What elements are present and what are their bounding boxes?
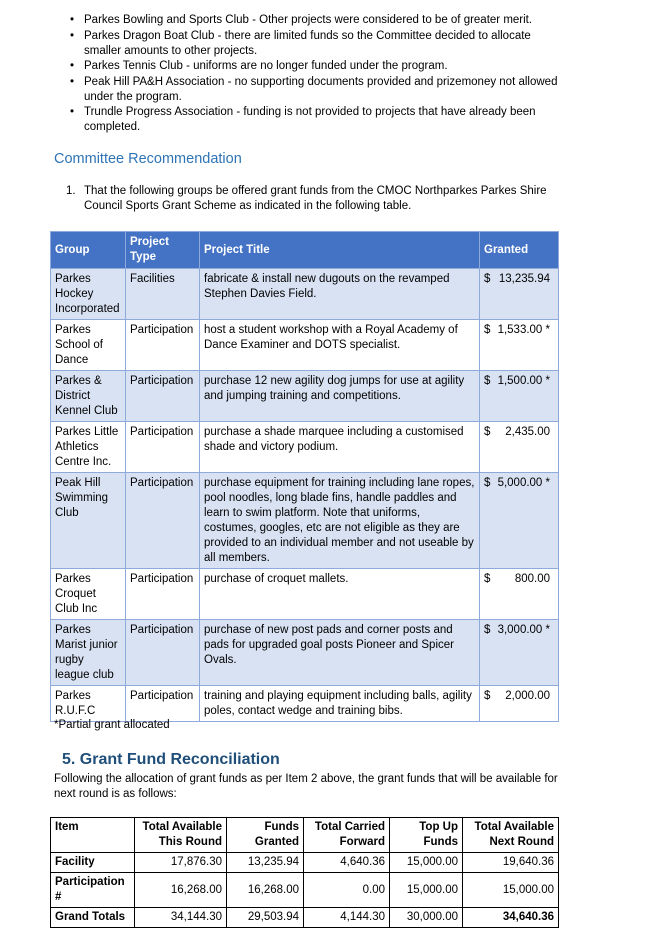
table-row — [51, 473, 559, 569]
cell-value: 34,640.36 — [463, 908, 559, 928]
currency-symbol: $ — [484, 273, 491, 285]
currency-symbol: $ — [484, 690, 491, 702]
cell-type: Facilities — [126, 269, 200, 320]
cell-item: Participation # — [51, 873, 135, 908]
section-paragraph: Following the allocation of grant funds as per Item 2 above, the grant funds that will be available for next round is as follows: — [54, 773, 558, 800]
header-carried-forward: Total Carried Forward — [304, 818, 390, 853]
committee-recommendation-heading: Committee Recommendation — [54, 151, 242, 167]
cell-group: Parkes School of Dance — [51, 320, 126, 371]
amount: 800.00 — [514, 573, 550, 585]
cell-granted — [480, 269, 559, 320]
amount: 2,000.00 — [505, 690, 550, 702]
table-row — [51, 908, 559, 928]
cell-title: purchase of new post pads and corner posts and pads for upgraded goal posts Pioneer and Spicer Ovals. — [200, 620, 480, 686]
footnote: *Partial grant allocated — [54, 719, 170, 731]
cell-value: 13,235.94 — [227, 853, 304, 873]
table-row — [51, 620, 559, 686]
cell-value: 15,000.00 — [390, 853, 463, 873]
header-next-round: Total Available Next Round — [463, 818, 559, 853]
table-header-row — [51, 818, 559, 853]
cell-granted — [480, 371, 559, 422]
cell-value: 30,000.00 — [390, 908, 463, 928]
amount: 1,533.00 * — [497, 324, 550, 336]
cell-granted — [480, 473, 559, 569]
amount: 1,500.00 * — [497, 375, 550, 387]
list-item: • Parkes Bowling and Sports Club - Other projects were considered to be of greater merit. — [70, 13, 570, 28]
cell-item: Facility — [51, 853, 135, 873]
cell-title: purchase 12 new agility dog jumps for use at agility and jumping training and competitions. — [200, 371, 480, 422]
cell-type: Participation — [126, 569, 200, 620]
cell-title: host a student workshop with a Royal Academy of Dance Examiner and DOTS specialist. — [200, 320, 480, 371]
table-row — [51, 422, 559, 473]
table-row — [51, 320, 559, 371]
header-total-available: Total Available This Round — [135, 818, 227, 853]
amount: 13,235.94 — [498, 273, 550, 285]
currency-symbol: $ — [484, 426, 491, 438]
currency-symbol: $ — [484, 324, 491, 336]
currency-symbol: $ — [484, 573, 491, 585]
cell-item: Grand Totals — [51, 908, 135, 928]
cell-value: 15,000.00 — [390, 873, 463, 908]
recommendation-text: That the following groups be offered grant funds from the CMOC Northparkes Parkes Shire Council Sports Grant Scheme as indicated in the following table. — [84, 185, 547, 212]
cell-value: 34,144.30 — [135, 908, 227, 928]
cell-granted — [480, 320, 559, 371]
cell-title: training and playing equipment including balls, agility poles, contact wedge and training bibs. — [200, 686, 480, 722]
cell-group: Peak Hill Swimming Club — [51, 473, 126, 569]
cell-value: 4,144.30 — [304, 908, 390, 928]
table-row — [51, 853, 559, 873]
recommendation-item — [66, 184, 566, 214]
cell-group: Parkes & District Kennel Club — [51, 371, 126, 422]
amount: 5,000.00 * — [497, 477, 550, 489]
header-project-title: Project Title — [200, 232, 480, 269]
list-item: • Parkes Tennis Club - uniforms are no longer funded under the program. — [70, 59, 570, 74]
cell-granted — [480, 422, 559, 473]
table-row — [51, 269, 559, 320]
cell-type: Participation — [126, 686, 200, 722]
cell-title: purchase equipment for training including lane ropes, pool noodles, long blade fins, handle paddles and learn to swim platform. Note that uniforms, costumes, googles, etc are not eligible as they are provided to an individual member and not useable by all members. — [200, 473, 480, 569]
cell-value: 16,268.00 — [227, 873, 304, 908]
cell-group: Parkes Marist junior rugby league club — [51, 620, 126, 686]
amount: 2,435.00 — [505, 426, 550, 438]
cell-type: Participation — [126, 320, 200, 371]
cell-value: 17,876.30 — [135, 853, 227, 873]
header-granted: Granted — [480, 232, 559, 269]
cell-group: Parkes Little Athletics Centre Inc. — [51, 422, 126, 473]
cell-type: Participation — [126, 422, 200, 473]
cell-granted — [480, 620, 559, 686]
reasons-list — [70, 13, 570, 136]
cell-group: Parkes R.U.F.C — [51, 686, 126, 722]
grants-table — [50, 231, 559, 722]
cell-group: Parkes Croquet Club Inc — [51, 569, 126, 620]
header-item: Item — [51, 818, 135, 853]
currency-symbol: $ — [484, 477, 491, 489]
cell-value: 19,640.36 — [463, 853, 559, 873]
table-header-row — [51, 232, 559, 269]
header-funds-granted: Funds Granted — [227, 818, 304, 853]
cell-value: 4,640.36 — [304, 853, 390, 873]
cell-value: 0.00 — [304, 873, 390, 908]
header-project-type: Project Type — [126, 232, 200, 269]
cell-type: Participation — [126, 620, 200, 686]
cell-title: purchase of croquet mallets. — [200, 569, 480, 620]
table-row — [51, 873, 559, 908]
section-heading: 5. Grant Fund Reconciliation — [62, 751, 280, 768]
list-item: • Trundle Progress Association - funding is not provided to projects that have already been completed. — [70, 105, 570, 135]
currency-symbol: $ — [484, 624, 491, 636]
cell-title: purchase a shade marquee including a customised shade and victory podium. — [200, 422, 480, 473]
table-row — [51, 569, 559, 620]
header-group: Group — [51, 232, 126, 269]
cell-value: 16,268.00 — [135, 873, 227, 908]
cell-title: fabricate & install new dugouts on the revamped Stephen Davies Field. — [200, 269, 480, 320]
header-top-up: Top Up Funds — [390, 818, 463, 853]
amount: 3,000.00 * — [497, 624, 550, 636]
cell-group: Parkes Hockey Incorporated — [51, 269, 126, 320]
cell-granted — [480, 569, 559, 620]
cell-type: Participation — [126, 473, 200, 569]
cell-type: Participation — [126, 371, 200, 422]
reconciliation-table — [50, 817, 559, 928]
currency-symbol: $ — [484, 375, 491, 387]
cell-value: 15,000.00 — [463, 873, 559, 908]
item-number: 1. — [66, 185, 76, 197]
list-item: • Parkes Dragon Boat Club - there are limited funds so the Committee decided to allocate smaller amounts to other projects. — [70, 29, 570, 59]
cell-value: 29,503.94 — [227, 908, 304, 928]
table-row — [51, 371, 559, 422]
cell-granted — [480, 686, 559, 722]
list-item: • Peak Hill PA&H Association - no supporting documents provided and prizemoney not allowed under the program. — [70, 75, 570, 105]
table-row — [51, 686, 559, 722]
